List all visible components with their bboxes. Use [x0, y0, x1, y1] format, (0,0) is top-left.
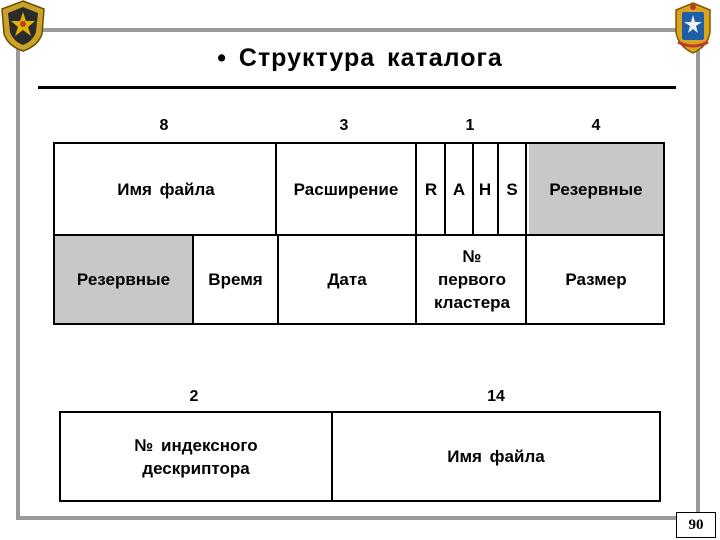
cell-reserved-top: Резервные	[529, 144, 663, 234]
col-divider	[472, 144, 474, 234]
unix-directory-entry-table	[59, 411, 661, 502]
size-label-attributes: 1	[465, 117, 475, 134]
col-divider	[192, 234, 194, 323]
cell-file-name: Имя файла	[117, 179, 215, 199]
cell-attr-r: R	[424, 179, 438, 199]
cell-reserved-bottom: Резервные	[55, 236, 192, 323]
col-divider	[277, 234, 279, 323]
cell-first-cluster: № первого кластера	[433, 247, 511, 312]
cell-file-name-2: Имя файла	[447, 447, 545, 466]
slide-frame-left	[16, 28, 20, 520]
col-divider	[275, 144, 277, 234]
emblem-right-icon	[670, 2, 716, 54]
emblem-left-icon	[0, 0, 46, 52]
col-divider	[444, 144, 446, 234]
cell-date: Дата	[327, 270, 367, 289]
size-label-extension: 3	[339, 117, 349, 134]
size-label-index-descriptor: 2	[189, 388, 199, 405]
cell-time: Время	[208, 270, 263, 289]
row-divider	[55, 234, 663, 236]
slide-frame-top	[16, 28, 700, 32]
directory-entry-table	[53, 142, 665, 325]
cell-size: Размер	[565, 270, 627, 289]
cell-attr-s: S	[506, 179, 518, 199]
size-label-file-name: 8	[159, 117, 169, 134]
slide-frame-right	[696, 28, 700, 520]
size-label-reserved: 4	[591, 117, 601, 134]
col-divider	[331, 413, 333, 500]
slide-frame-bottom	[16, 516, 700, 520]
size-label-file-name-2: 14	[487, 388, 505, 405]
cell-extension: Расширение	[293, 179, 399, 199]
cell-attr-a: A	[452, 179, 466, 199]
slide-title: • Структура каталога	[217, 44, 503, 72]
col-divider	[525, 144, 527, 323]
cell-attr-h: H	[478, 179, 492, 199]
page-number: 90	[676, 512, 716, 538]
title-underline	[38, 86, 676, 89]
col-divider	[415, 144, 417, 323]
cell-index-descriptor: № индексного дескриптора	[134, 435, 258, 478]
col-divider	[497, 144, 499, 234]
